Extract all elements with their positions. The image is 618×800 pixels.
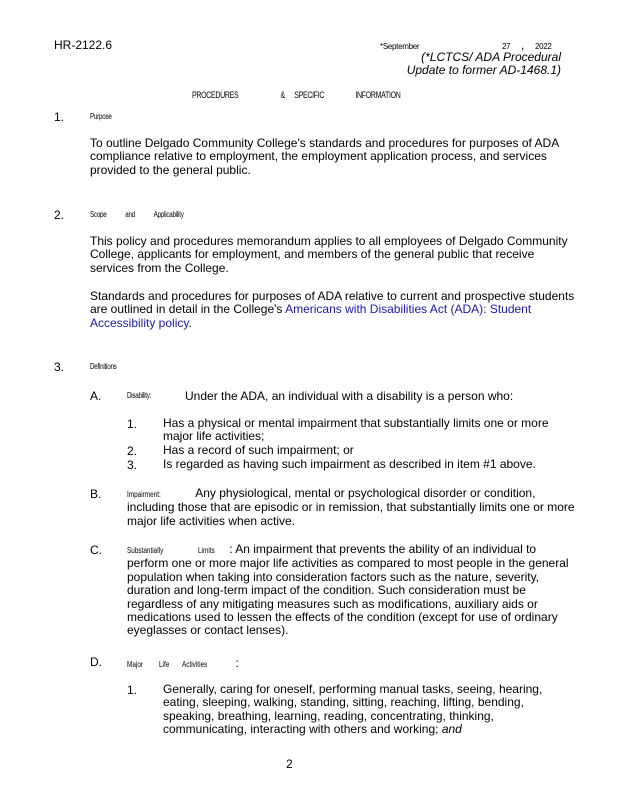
heading-word: Scope <box>90 210 107 219</box>
scope-text: This policy and procedures memorandum applies to all employees of Delgado Community College, applicants for employment, and members of the general public that receive services from the College. <box>90 234 568 275</box>
date-separator: , <box>520 38 525 52</box>
list-number: 2. <box>127 444 138 458</box>
section-heading-scope <box>90 210 184 219</box>
list-item: Has a physical or mental impairment that substantially limits one or more major life activities; <box>163 416 549 444</box>
impairment-definition <box>127 487 577 528</box>
title-word: SPECIFIC <box>294 90 325 100</box>
term-substantially: Substantially <box>127 546 164 555</box>
term-limits: Limits <box>198 546 216 555</box>
title-word: & <box>280 90 285 100</box>
list-number: 1. <box>127 683 138 697</box>
subsection-letter: A. <box>90 389 102 403</box>
scope-student-prefix: Standards and procedures for purposes of ADA relative to current and prospective students are outlined in detail in the College's <box>90 289 575 317</box>
term-word: Activities <box>181 660 208 669</box>
date-year: 2022 <box>534 42 552 51</box>
term-colon: : <box>235 656 239 670</box>
term-disability: Disability: <box>127 391 152 400</box>
title-word: INFORMATION <box>355 90 401 100</box>
list-number: 3. <box>127 458 138 472</box>
term-word: Major <box>127 660 144 669</box>
subsection-letter: C. <box>90 543 102 557</box>
list-item: Is regarded as having such impairment as described in item #1 above. <box>163 457 536 471</box>
purpose-text: To outline Delgado Community College's standards and procedures for purposes of ADA compliance relative to employment, the employment application process, and services provided to the general public. <box>90 136 559 177</box>
revision-note <box>407 51 561 77</box>
impairment-text: Any physiological, mental or psychological disorder or condition, including those that are episodic or in remission, that substantially limits one or more major life activities when active. <box>127 486 575 528</box>
date-day: 27 <box>501 42 511 51</box>
list-item <box>163 683 573 737</box>
section-heading-definitions: Definitions <box>90 362 117 371</box>
section-number: 2. <box>54 208 65 222</box>
subsection-letter: D. <box>90 655 102 669</box>
section-heading-purpose: Purpose <box>90 112 112 121</box>
revision-note-line1: (*LCTCS/ ADA Procedural <box>421 50 561 64</box>
major-life-activities-heading <box>127 657 577 671</box>
heading-word: and <box>125 210 135 219</box>
term-word: Life <box>159 660 170 669</box>
substantially-limits-definition <box>127 543 577 638</box>
date-month: *September <box>380 42 420 51</box>
section-number: 1. <box>54 110 65 124</box>
page-number: 2 <box>286 757 293 771</box>
heading-word: Applicability <box>153 210 184 219</box>
student-accessibility-policy-link[interactable]: Americans with Disabilities Act (ADA): Student Accessibility policy <box>90 302 532 330</box>
subsection-letter: B. <box>90 487 102 501</box>
list-number: 1. <box>127 417 138 431</box>
scope-student-suffix: . <box>188 315 192 330</box>
revision-note-line2: Update to former AD-1468.1) <box>406 63 561 77</box>
term-impairment: Impairment: <box>127 490 161 499</box>
title-word: PROCEDURES <box>192 90 239 100</box>
disability-intro: Under the ADA, an individual with a disability is a person who: <box>185 389 514 403</box>
section-number: 3. <box>54 360 65 374</box>
list-item: Has a record of such impairment; or <box>163 443 354 457</box>
scope-student-text <box>90 290 575 330</box>
document-id: HR-2122.6 <box>54 38 113 52</box>
substantially-limits-text: : An impairment that prevents the ability of an individual to perform one or more major life activities as compared to most people in the general population when taking into consideration factors such as the nature, severity, duration and long-term impact of the condition. Such consideration must be regardless of any mitigating measures such as modifications, auxiliary aids or medications used to lessen the effects of the condition (except for use of ordinary eyeglasses or contact lenses). <box>127 542 569 638</box>
list-conjunction: and <box>441 722 462 737</box>
major-life-activities-text: Generally, caring for oneself, performing manual tasks, seeing, hearing, eating, sleeping, walking, standing, sitting, reaching, lifting, bending, speaking, breathing, learning, reading, concentrating, thinking, communicating, interacting with others and working; <box>163 682 543 737</box>
page-title <box>192 90 401 100</box>
